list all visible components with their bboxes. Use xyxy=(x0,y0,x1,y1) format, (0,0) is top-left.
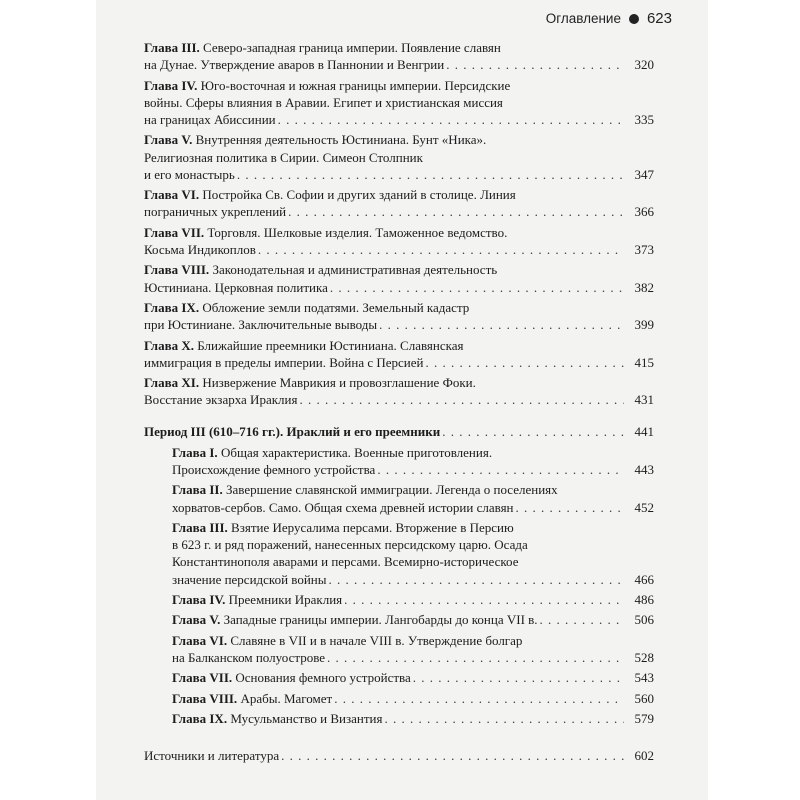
toc-entry-text xyxy=(144,56,444,73)
dot-leader xyxy=(299,391,624,408)
chapter-title-line: Мусульманство и Византия xyxy=(230,711,383,727)
toc-entry[interactable] xyxy=(144,632,654,666)
toc-entry-text xyxy=(172,633,522,648)
toc-entry-text xyxy=(172,445,492,460)
chapter-title-line: Общая характеристика. Военные приготовления. xyxy=(220,444,493,460)
chapter-label: Глава VIII. xyxy=(144,262,210,278)
table-of-contents xyxy=(144,39,654,768)
toc-entry-text xyxy=(172,710,382,727)
chapter-title-line: иммиграция в пределы империи. Война с Персией xyxy=(144,354,424,370)
chapter-label: Глава IV. xyxy=(172,591,226,607)
toc-entry-sources[interactable] xyxy=(144,747,654,764)
toc-entry-text xyxy=(144,203,286,220)
toc-entry[interactable] xyxy=(144,337,654,371)
dot-leader xyxy=(413,669,624,686)
toc-entry-text xyxy=(144,279,328,296)
toc-entry-text xyxy=(144,391,297,408)
chapter-title-line: Внутренняя деятельность Юстиниана. Бунт «Ника». xyxy=(195,132,487,148)
running-head-title: Оглавление xyxy=(545,11,621,26)
dot-leader xyxy=(446,56,624,73)
chapter-title-line: Косьма Индикоплов xyxy=(144,241,256,257)
chapter-page-number: 366 xyxy=(634,204,654,220)
toc-entry-text xyxy=(172,520,514,535)
toc-entry[interactable] xyxy=(144,710,654,727)
dot-leader xyxy=(328,571,624,588)
chapter-label: Глава I. xyxy=(172,444,218,460)
chapter-page-number: 443 xyxy=(634,461,654,477)
chapter-title-line: Славяне в VII и в начале VIII в. Утверждение болгар xyxy=(230,632,523,648)
toc-entry-text xyxy=(172,611,538,628)
chapter-title-line: Юго-восточная и южная границы империи. Персидские xyxy=(200,77,511,93)
chapter-title-line: и его монастырь xyxy=(144,166,235,182)
chapter-title-line: Северо-западная граница империи. Появление славян xyxy=(203,40,501,55)
running-head xyxy=(546,10,672,27)
toc-entry-text xyxy=(144,241,256,258)
toc-entry-text xyxy=(144,354,423,371)
dot-leader xyxy=(344,591,624,608)
toc-entry-text xyxy=(144,78,510,93)
chapter-title-line: в 623 г. и ряд поражений, нанесенных персидскому царю. Осада xyxy=(172,537,528,553)
sources-title: Источники и литература xyxy=(144,748,280,764)
dot-leader xyxy=(258,241,624,258)
chapter-title-line: при Юстиниане. Заключительные выводы xyxy=(144,317,378,333)
toc-entry[interactable] xyxy=(144,261,654,295)
toc-entry-text xyxy=(172,537,528,552)
toc-entry[interactable] xyxy=(144,591,654,608)
toc-entry-text xyxy=(144,225,507,240)
toc-entry-text xyxy=(172,571,326,588)
toc-entry-text xyxy=(144,187,516,202)
chapter-title-line: Завершение славянской иммиграции. Легенда о поселениях xyxy=(226,482,558,498)
chapter-label: Глава VI. xyxy=(144,187,200,203)
toc-entry-text xyxy=(172,482,558,497)
chapter-title-line: пограничных укреплений xyxy=(144,204,287,220)
dot-leader xyxy=(281,747,624,764)
chapter-label: Глава III. xyxy=(172,519,228,535)
chapter-title-line: Происхождение фемного устройства xyxy=(172,461,376,477)
toc-entry[interactable] xyxy=(144,299,654,333)
chapter-label: Глава V. xyxy=(172,612,221,628)
chapter-title-line: на Дунае. Утверждение аваров в Паннонии и Венгрии xyxy=(144,57,445,73)
bullet-dot-icon xyxy=(629,14,639,24)
dot-leader xyxy=(237,166,624,183)
chapter-label: Глава IX. xyxy=(144,299,200,315)
toc-entry-text xyxy=(172,499,514,516)
chapter-title-line: Преемники Ираклия xyxy=(228,591,343,607)
dot-leader xyxy=(327,649,624,666)
chapter-title-line: Взятие Иерусалима персами. Вторжение в Персию xyxy=(231,519,514,535)
chapter-title-line: на границах Абиссинии xyxy=(144,112,276,127)
toc-entry[interactable] xyxy=(144,444,654,478)
chapter-title-line: на Балканском полуострове xyxy=(172,649,326,665)
chapter-label: Глава VIII. xyxy=(172,690,238,706)
toc-entry-period-3[interactable] xyxy=(144,423,654,440)
toc-entry[interactable] xyxy=(144,481,654,515)
toc-entry-text xyxy=(172,591,342,608)
chapter-page-number: 466 xyxy=(634,571,654,587)
toc-entry[interactable] xyxy=(144,224,654,258)
chapter-title-line: Западные границы империи. Лангобарды до конца VII в. xyxy=(223,612,538,628)
dot-leader xyxy=(334,690,624,707)
chapter-title-line: Константинополя аварами и персами. Всемирно-историческое xyxy=(172,554,519,570)
chapter-page-number: 431 xyxy=(634,392,654,408)
chapter-page-number: 415 xyxy=(634,354,654,370)
chapter-title-line: войны. Сферы влияния в Аравии. Египет и христианская миссия xyxy=(144,94,503,110)
toc-entry-text xyxy=(144,166,235,183)
chapter-label: Глава IV. xyxy=(144,77,198,93)
dot-leader xyxy=(425,354,624,371)
chapter-label: Глава IX. xyxy=(172,711,228,727)
chapter-title-line: Постройка Св. Софии и других зданий в столице. Линия xyxy=(202,187,516,203)
toc-entry-text xyxy=(172,669,411,686)
chapter-title-line: Арабы. Магомет xyxy=(240,690,333,706)
toc-entry[interactable] xyxy=(144,669,654,686)
dot-leader xyxy=(278,111,624,128)
toc-entry[interactable] xyxy=(144,186,654,220)
chapter-title-line: Торговля. Шелковые изделия. Таможенное ведомство. xyxy=(207,224,508,240)
sources-page: 602 xyxy=(634,748,654,764)
toc-entry[interactable] xyxy=(144,519,654,588)
period-2-chapters xyxy=(144,39,654,409)
running-head-page-number: 623 xyxy=(646,10,672,27)
chapter-page-number: 560 xyxy=(634,690,654,706)
toc-entry-text xyxy=(144,316,377,333)
toc-entry-text xyxy=(172,461,375,478)
chapter-label: Глава V. xyxy=(144,132,193,148)
toc-entry-text xyxy=(144,375,476,390)
chapter-title-line: хорватов-сербов. Само. Общая схема древней истории славян xyxy=(172,499,514,515)
chapter-page-number: 486 xyxy=(634,591,654,607)
chapter-page-number: 335 xyxy=(634,112,654,127)
toc-entry-text xyxy=(144,300,469,315)
chapter-label: Глава II. xyxy=(172,482,223,498)
chapter-title-line: Законодательная и административная деятельность xyxy=(212,262,498,278)
chapter-title-line: значение персидской войны xyxy=(172,571,327,587)
chapter-label: Глава XI. xyxy=(144,375,200,391)
chapter-title-line: Обложение земли податями. Земельный кадастр xyxy=(202,299,470,315)
dot-leader xyxy=(540,611,624,628)
toc-entry-text xyxy=(172,690,332,707)
chapter-page-number: 320 xyxy=(634,57,654,73)
toc-entry[interactable] xyxy=(144,690,654,707)
chapter-page-number: 506 xyxy=(634,612,654,628)
chapter-label: Глава VII. xyxy=(144,224,205,240)
chapter-page-number: 373 xyxy=(634,241,654,257)
toc-entry-text xyxy=(144,111,276,128)
chapter-page-number: 543 xyxy=(634,670,654,686)
chapter-page-number: 347 xyxy=(634,166,654,182)
chapter-title-line: Религиозная политика в Сирии. Симеон Столпник xyxy=(144,149,423,165)
toc-entry[interactable] xyxy=(144,131,654,183)
chapter-page-number: 382 xyxy=(634,279,654,295)
dot-leader xyxy=(442,423,624,440)
period-3-title: Период III (610–716 гг.). Ираклий и его преемники xyxy=(144,423,441,439)
chapter-label: Глава VII. xyxy=(172,670,233,686)
toc-entry[interactable] xyxy=(144,77,654,129)
chapter-title-line: Ближайшие преемники Юстиниана. Славянская xyxy=(197,337,464,353)
toc-entry[interactable] xyxy=(144,39,654,73)
toc-entry-text xyxy=(144,338,464,353)
chapter-title-line: Восстание экзарха Ираклия xyxy=(144,392,298,408)
chapter-page-number: 399 xyxy=(634,317,654,333)
toc-entry-text xyxy=(144,150,423,165)
dot-leader xyxy=(379,316,624,333)
toc-entry-text xyxy=(144,40,501,55)
toc-entry-text xyxy=(144,262,497,277)
chapter-page-number: 579 xyxy=(634,711,654,727)
toc-entry[interactable] xyxy=(144,611,654,628)
chapter-title-line: Юстиниана. Церковная политика xyxy=(144,279,328,295)
toc-entry[interactable] xyxy=(144,374,654,408)
chapter-title-line: Низвержение Маврикия и провозглашение Фоки. xyxy=(202,375,476,391)
chapter-label: Глава X. xyxy=(144,337,195,353)
dot-leader xyxy=(516,499,624,516)
chapter-label: Глава VI. xyxy=(172,632,228,648)
toc-entry-text xyxy=(172,649,325,666)
dot-leader xyxy=(288,203,624,220)
period-3-chapters xyxy=(144,444,654,728)
chapter-page-number: 452 xyxy=(634,499,654,515)
toc-entry-text xyxy=(172,554,518,569)
chapter-label: Глава III. xyxy=(144,40,200,55)
chapter-title-line: Основания фемного устройства xyxy=(235,670,411,686)
toc-entry-text xyxy=(144,95,503,110)
dot-leader xyxy=(330,279,624,296)
dot-leader xyxy=(377,461,624,478)
dot-leader xyxy=(384,710,624,727)
period-3-page: 441 xyxy=(634,423,654,439)
chapter-page-number: 528 xyxy=(634,649,654,665)
toc-entry-text xyxy=(144,132,486,147)
